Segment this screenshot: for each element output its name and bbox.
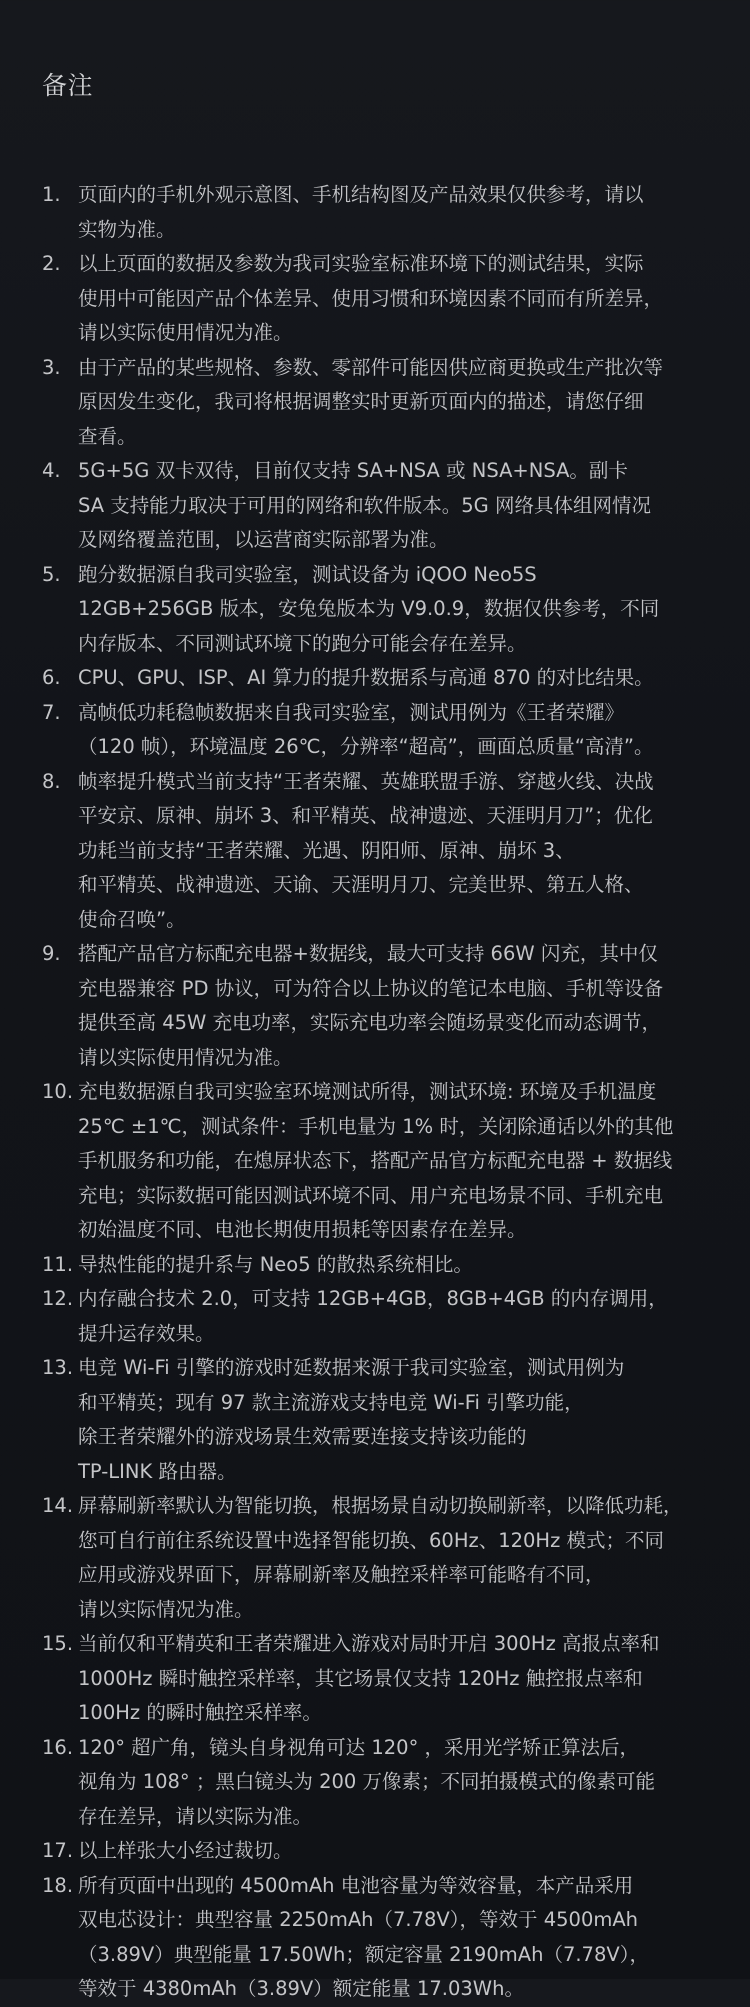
- note-item: [42, 558, 700, 662]
- note-text-line: 所有页面中出现的 4500mAh 电池容量为等效容量，本产品采用: [78, 1873, 634, 1897]
- note-text-line: 充电；实际数据可能因测试环境不同、用户充电场景不同、手机充电: [78, 1183, 664, 1207]
- note-item: [42, 1834, 700, 1869]
- note-text-line: 1000Hz 瞬时触控采样率，其它场景仅支持 120Hz 触控报点率和: [78, 1666, 643, 1690]
- notes-list: [42, 178, 700, 2007]
- note-text-line: 及网络覆盖范围，以运营商实际部署为准。: [78, 528, 449, 551]
- note-number: 16.: [42, 1735, 74, 1759]
- note-text-line: 原因发生变化，我司将根据调整实时更新页面内的描述，请您仔细: [78, 390, 644, 413]
- note-item: [42, 1627, 700, 1731]
- note-item: [42, 1351, 700, 1489]
- note-item: [42, 937, 700, 1075]
- note-text-line: 查看。: [78, 424, 137, 448]
- note-text-line: 实物为准。: [78, 217, 176, 241]
- note-number: 8.: [42, 769, 61, 793]
- note-text-line: 请以实际使用情况为准。: [78, 1045, 293, 1069]
- note-item: [42, 1282, 700, 1351]
- note-number: 4.: [42, 459, 61, 482]
- note-item: [42, 1731, 700, 1835]
- note-text-line: 提供至高 45W 充电功率，实际充电功率会随场景变化而动态调节，: [78, 1011, 661, 1034]
- note-text-line: 功耗当前支持“王者荣耀、光遇、阴阳师、原神、崩坏 3、: [78, 838, 575, 862]
- note-text-line: 和平精英；现有 97 款主流游戏支持电竞 Wi-Fi 引擎功能，: [78, 1390, 584, 1414]
- note-text-line: 帧率提升模式当前支持“王者荣耀、英雄联盟手游、穿越火线、决战: [78, 769, 654, 793]
- note-number: 11.: [42, 1252, 74, 1276]
- note-text-line: 除王者荣耀外的游戏场景生效需要连接支持该功能的: [78, 1425, 527, 1448]
- note-text-line: 搭配产品官方标配充电器+数据线，最大可支持 66W 闪充，其中仅: [78, 942, 658, 965]
- note-text-line: 电竞 Wi-Fi 引擎的游戏时延数据来源于我司实验室，测试用例为: [78, 1356, 625, 1379]
- note-text-line: SA 支持能力取决于可用的网络和软件版本。5G 网络具体组网情况: [78, 493, 651, 517]
- note-number: 9.: [42, 942, 61, 965]
- note-text-line: 请以实际情况为准。: [78, 1597, 254, 1621]
- note-number: 14.: [42, 1494, 74, 1517]
- note-text-line: 当前仅和平精英和王者荣耀进入游戏对局时开启 300Hz 高报点率和: [78, 1632, 660, 1655]
- note-text-line: 充电器兼容 PD 协议，可为符合以上协议的笔记本电脑、手机等设备: [78, 976, 664, 1000]
- note-text-line: 100Hz 的瞬时触控采样率。: [78, 1701, 322, 1724]
- note-text-line: 导热性能的提升系与 Neo5 的散热系统相比。: [78, 1252, 473, 1276]
- note-number: 15.: [42, 1632, 74, 1655]
- note-number: 10.: [42, 1080, 74, 1103]
- note-item: [42, 661, 700, 696]
- note-text-line: 存在差异，请以实际为准。: [78, 1804, 313, 1828]
- note-text-line: 由于产品的某些规格、参数、零部件可能因供应商更换或生产批次等: [78, 355, 664, 379]
- note-item: [42, 1489, 700, 1627]
- note-item: [42, 247, 700, 351]
- note-text-line: 内存版本、不同测试环境下的跑分可能会存在差异。: [78, 631, 527, 655]
- note-text-line: 请以实际使用情况为准。: [78, 321, 293, 344]
- note-number: 1.: [42, 183, 61, 206]
- note-number: 6.: [42, 666, 61, 689]
- note-text-line: 提升运存效果。: [78, 1321, 215, 1345]
- note-number: 18.: [42, 1873, 74, 1897]
- note-text-line: 5G+5G 双卡双待，目前仅支持 SA+NSA 或 NSA+NSA。副卡: [78, 459, 628, 482]
- note-number: 2.: [42, 252, 61, 275]
- note-text-line: （120 帧），环境温度 26℃，分辨率“超高”，画面总质量“高清”。: [78, 735, 654, 758]
- note-text-line: 以上样张大小经过裁切。: [78, 1839, 293, 1862]
- note-text-line: 和平精英、战神遗迹、天谕、天涯明月刀、完美世界、第五人格、: [78, 873, 644, 896]
- note-text-line: 视角为 108° ；黑白镜头为 200 万像素；不同拍摄模式的像素可能: [78, 1770, 655, 1793]
- note-item: [42, 351, 700, 455]
- note-text-line: 跑分数据源自我司实验室，测试设备为 iQOO Neo5S: [78, 562, 537, 586]
- note-number: 12.: [42, 1287, 74, 1310]
- note-text-line: CPU、GPU、ISP、AI 算力的提升数据系与高通 870 的对比结果。: [78, 666, 654, 689]
- note-number: 7.: [42, 700, 61, 724]
- note-text-line: 以上页面的数据及参数为我司实验室标准环境下的测试结果，实际: [78, 252, 644, 275]
- note-number: 17.: [42, 1839, 74, 1862]
- note-text-line: 充电数据源自我司实验室环境测试所得，测试环境: 环境及手机温度: [78, 1080, 657, 1103]
- note-text-line: 25℃ ±1℃，测试条件：手机电量为 1% 时，关闭除通话以外的其他: [78, 1114, 674, 1138]
- page-title: 备注: [42, 71, 94, 100]
- note-item: [42, 1075, 700, 1248]
- note-text-line: 内存融合技术 2.0，可支持 12GB+4GB，8GB+4GB 的内存调用，: [78, 1287, 668, 1310]
- note-text-line: 使命召唤”。: [78, 907, 186, 931]
- note-text-line: 页面内的手机外观示意图、手机结构图及产品效果仅供参考，请以: [78, 183, 644, 206]
- note-text-line: 您可自行前往系统设置中选择智能切换、60Hz、120Hz 模式；不同: [78, 1528, 665, 1552]
- note-text-line: 手机服务和功能，在熄屏状态下，搭配产品官方标配充电器 + 数据线: [78, 1149, 673, 1172]
- note-text-line: 初始温度不同、电池长期使用损耗等因素存在差异。: [78, 1218, 527, 1241]
- note-number: 3.: [42, 355, 61, 379]
- note-text-line: 12GB+256GB 版本，安兔兔版本为 V9.0.9，数据仅供参考，不同: [78, 597, 660, 620]
- note-number: 13.: [42, 1356, 74, 1379]
- note-text-line: 平安京、原神、崩坏 3、和平精英、战神遗迹、天涯明月刀”；优化: [78, 804, 653, 827]
- note-text-line: 使用中可能因产品个体差异、使用习惯和环境因素不同而有所差异，: [78, 286, 664, 310]
- note-item: [42, 1869, 700, 2007]
- note-text-line: 双电芯设计：典型容量 2250mAh（7.78V），等效于 4500mAh: [78, 1908, 639, 1931]
- note-item: [42, 696, 700, 765]
- note-number: 5.: [42, 562, 61, 586]
- note-text-line: TP-LINK 路由器。: [78, 1459, 237, 1483]
- note-item: [42, 1248, 700, 1283]
- note-text-line: 120° 超广角，镜头自身视角可达 120° ，采用光学矫正算法后，: [78, 1735, 640, 1759]
- note-item: [42, 454, 700, 558]
- note-text-line: 应用或游戏界面下，屏幕刷新率及触控采样率可能略有不同，: [78, 1563, 605, 1586]
- note-text-line: 高帧低功耗稳帧数据来自我司实验室，测试用例为《王者荣耀》: [78, 700, 625, 724]
- note-text-line: （3.89V）典型能量 17.50Wh；额定容量 2190mAh（7.78V），: [78, 1942, 649, 1966]
- note-text-line: 等效于 4380mAh（3.89V）额定能量 17.03Wh。: [78, 1977, 524, 2000]
- note-text-line: 屏幕刷新率默认为智能切换，根据场景自动切换刷新率，以降低功耗，: [78, 1494, 683, 1517]
- note-item: [42, 178, 700, 247]
- note-item: [42, 765, 700, 938]
